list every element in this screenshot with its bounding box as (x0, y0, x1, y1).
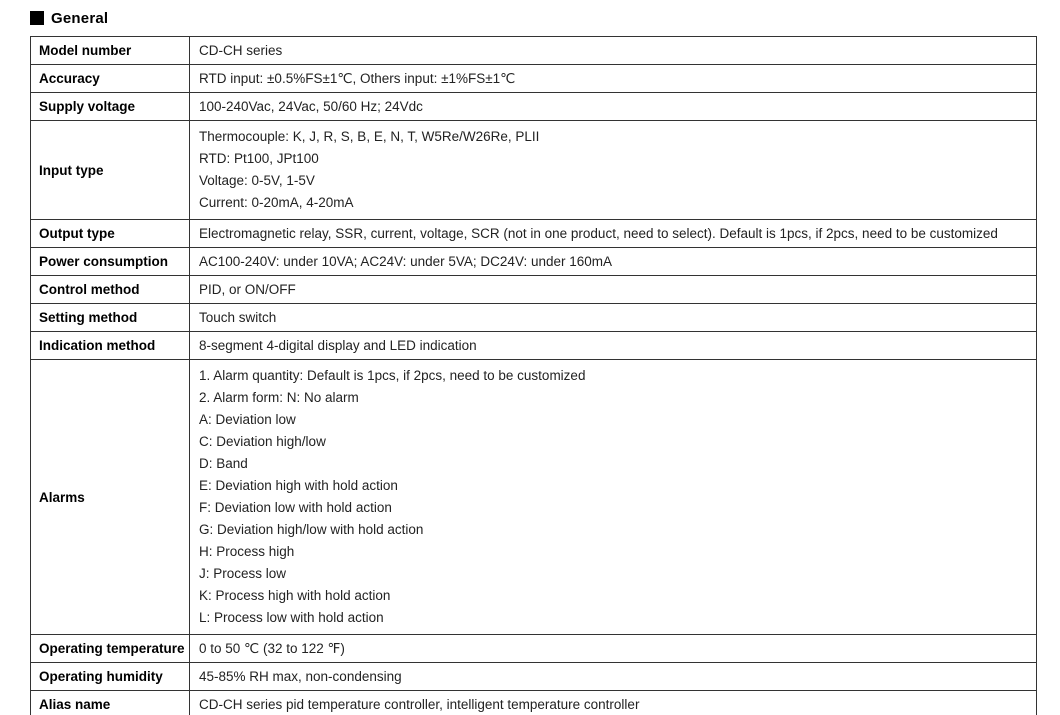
table-row (31, 276, 1037, 304)
spec-value-line: PID, or ON/OFF (199, 282, 296, 297)
spec-label: Supply voltage (31, 93, 190, 121)
spec-value-line: 8-segment 4-digital display and LED indication (199, 338, 477, 353)
spec-value-cell (190, 93, 1037, 121)
spec-value-line: 1. Alarm quantity: Default is 1pcs, if 2pcs, need to be customized (199, 368, 586, 383)
spec-value-cell (190, 360, 1037, 635)
square-bullet-icon (30, 11, 44, 25)
table-row (31, 304, 1037, 332)
spec-label: Indication method (31, 332, 190, 360)
table-row (31, 93, 1037, 121)
spec-value-cell (190, 37, 1037, 65)
spec-value-line: Electromagnetic relay, SSR, current, voltage, SCR (not in one product, need to select). Default is 1pcs, if 2pcs, need to be customized (199, 226, 998, 241)
spec-label: Power consumption (31, 248, 190, 276)
spec-value-line: F: Deviation low with hold action (199, 500, 392, 515)
spec-label: Operating temperature (31, 635, 190, 663)
spec-value-line: D: Band (199, 456, 248, 471)
spec-value-line: RTD: Pt100, JPt100 (199, 151, 319, 166)
spec-value-cell (190, 332, 1037, 360)
spec-value-line: A: Deviation low (199, 412, 296, 427)
spec-value-line: Voltage: 0-5V, 1-5V (199, 173, 315, 188)
spec-label: Operating humidity (31, 663, 190, 691)
table-row (31, 37, 1037, 65)
spec-value-line: C: Deviation high/low (199, 434, 326, 449)
spec-label: Output type (31, 220, 190, 248)
spec-value-line: 2. Alarm form: N: No alarm (199, 390, 359, 405)
specification-table-body (31, 37, 1037, 715)
table-row (31, 360, 1037, 635)
table-row (31, 332, 1037, 360)
spec-value-cell (190, 248, 1037, 276)
spec-value-line: Thermocouple: K, J, R, S, B, E, N, T, W5Re/W26Re, PLII (199, 129, 540, 144)
table-row (31, 248, 1037, 276)
spec-value-cell (190, 691, 1037, 715)
spec-label: Model number (31, 37, 190, 65)
spec-value-cell (190, 220, 1037, 248)
spec-value-line: J: Process low (199, 566, 287, 581)
spec-value-line: L: Process low with hold action (199, 610, 384, 625)
spec-value-line: AC100-240V: under 10VA; AC24V: under 5VA; DC24V: under 160mA (199, 254, 613, 269)
table-row (31, 65, 1037, 93)
spec-value-line: CD-CH series pid temperature controller, intelligent temperature controller (199, 697, 640, 712)
table-row (31, 220, 1037, 248)
spec-value-line: H: Process high (199, 544, 295, 559)
specification-table (30, 36, 1037, 715)
table-row (31, 635, 1037, 663)
spec-value-cell (190, 276, 1037, 304)
spec-value-line: G: Deviation high/low with hold action (199, 522, 424, 537)
table-row (31, 121, 1037, 220)
spec-label: Control method (31, 276, 190, 304)
spec-value-cell (190, 663, 1037, 691)
spec-value-line: E: Deviation high with hold action (199, 478, 398, 493)
spec-value-line: RTD input: ±0.5%FS±1℃, Others input: ±1%FS±1℃ (199, 71, 516, 86)
section-title: General (51, 9, 109, 27)
table-row (31, 663, 1037, 691)
spec-value-line: Current: 0-20mA, 4-20mA (199, 195, 354, 210)
spec-value-cell (190, 65, 1037, 93)
table-row (31, 691, 1037, 715)
spec-label: Alias name (31, 691, 190, 715)
spec-value-line: 0 to 50 ℃ (32 to 122 ℉) (199, 641, 345, 656)
spec-label: Accuracy (31, 65, 190, 93)
spec-value-line: Touch switch (199, 310, 277, 325)
spec-value-cell (190, 121, 1037, 220)
spec-value-cell (190, 304, 1037, 332)
spec-value-cell (190, 635, 1037, 663)
spec-value-line: K: Process high with hold action (199, 588, 391, 603)
spec-label: Alarms (31, 360, 190, 635)
spec-value-line: CD-CH series (199, 43, 283, 58)
spec-label: Input type (31, 121, 190, 220)
section-heading (30, 8, 1060, 28)
spec-value-line: 45-85% RH max, non-condensing (199, 669, 402, 684)
spec-label: Setting method (31, 304, 190, 332)
spec-value-line: 100-240Vac, 24Vac, 50/60 Hz; 24Vdc (199, 99, 423, 114)
